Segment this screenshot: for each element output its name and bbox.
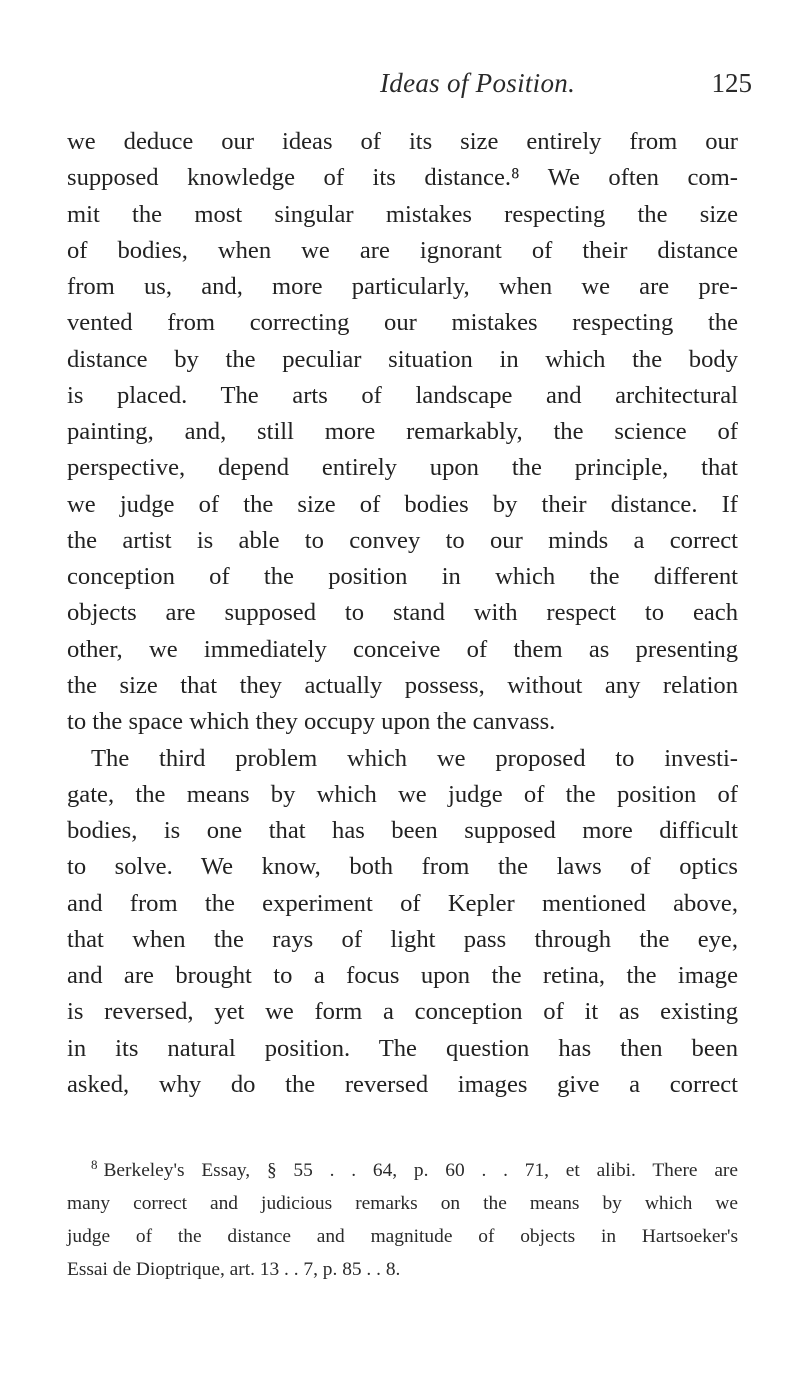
text-line: of bodies, when we are ignorant of their distance bbox=[67, 236, 738, 264]
text-line: painting, and, still more remarkably, the science of bbox=[67, 418, 738, 446]
text-line: bodies, is one that has been supposed more difficult bbox=[67, 817, 738, 845]
text-line: to the space which they occupy upon the canvass. bbox=[67, 708, 556, 736]
text-line: and from the experiment of Kepler mentioned above, bbox=[67, 889, 738, 917]
footnote-line: Essai de Dioptrique, art. 13 . . 7, p. 85 . . 8. bbox=[67, 1259, 401, 1280]
text-line: in its natural position. The question has then been bbox=[67, 1034, 738, 1062]
footnote-line-text: Berkeley's Essay, § 55 . . 64, p. 60 . . 71, et alibi. There are bbox=[103, 1160, 738, 1181]
text-line: that when the rays of light pass through the eye, bbox=[67, 925, 738, 953]
text-line: and are brought to a focus upon the retina, the image bbox=[67, 962, 738, 990]
body-text bbox=[67, 124, 738, 1103]
text-line: we deduce our ideas of its size entirely from our bbox=[67, 128, 738, 155]
text-line: distance by the peculiar situation in which the body bbox=[67, 345, 738, 373]
text-line: perspective, depend entirely upon the principle, that bbox=[67, 454, 738, 482]
running-head bbox=[380, 68, 780, 108]
footnote-line: many correct and judicious remarks on the means by which we bbox=[67, 1193, 738, 1214]
text-line: mit the most singular mistakes respecting the size bbox=[67, 200, 738, 228]
running-title: Ideas of Position. bbox=[380, 68, 576, 98]
footnote bbox=[67, 1154, 738, 1286]
footnote-line bbox=[67, 1154, 738, 1187]
text-line: conception of the position in which the different bbox=[67, 563, 738, 591]
text-line: gate, the means by which we judge of the position of bbox=[67, 780, 738, 808]
text-line: is placed. The arts of landscape and architectural bbox=[67, 381, 738, 409]
footnote-line: judge of the distance and magnitude of objects in Hartsoeker's bbox=[67, 1226, 738, 1247]
page-number: 125 bbox=[711, 68, 752, 98]
text-line: objects are supposed to stand with respect to each bbox=[67, 599, 738, 627]
text-line: vented from correcting our mistakes respecting the bbox=[67, 309, 738, 337]
text-line: the artist is able to convey to our minds a correct bbox=[67, 526, 738, 554]
text-line: the size that they actually possess, without any relation bbox=[67, 671, 738, 699]
footnote-marker: 8 bbox=[91, 1156, 98, 1172]
text-line: asked, why do the reversed images give a correct bbox=[67, 1070, 738, 1098]
text-line: from us, and, more particularly, when we are pre- bbox=[67, 273, 738, 301]
text-line: is reversed, yet we form a conception of it as existing bbox=[67, 998, 738, 1026]
text-line: The third problem which we proposed to investi- bbox=[91, 744, 738, 772]
text-line: we judge of the size of bodies by their distance. If bbox=[67, 490, 738, 518]
text-line: supposed knowledge of its distance.⁸ We often com- bbox=[67, 164, 738, 192]
text-line: other, we immediately conceive of them as presenting bbox=[67, 635, 738, 663]
text-line: to solve. We know, both from the laws of optics bbox=[67, 853, 738, 881]
